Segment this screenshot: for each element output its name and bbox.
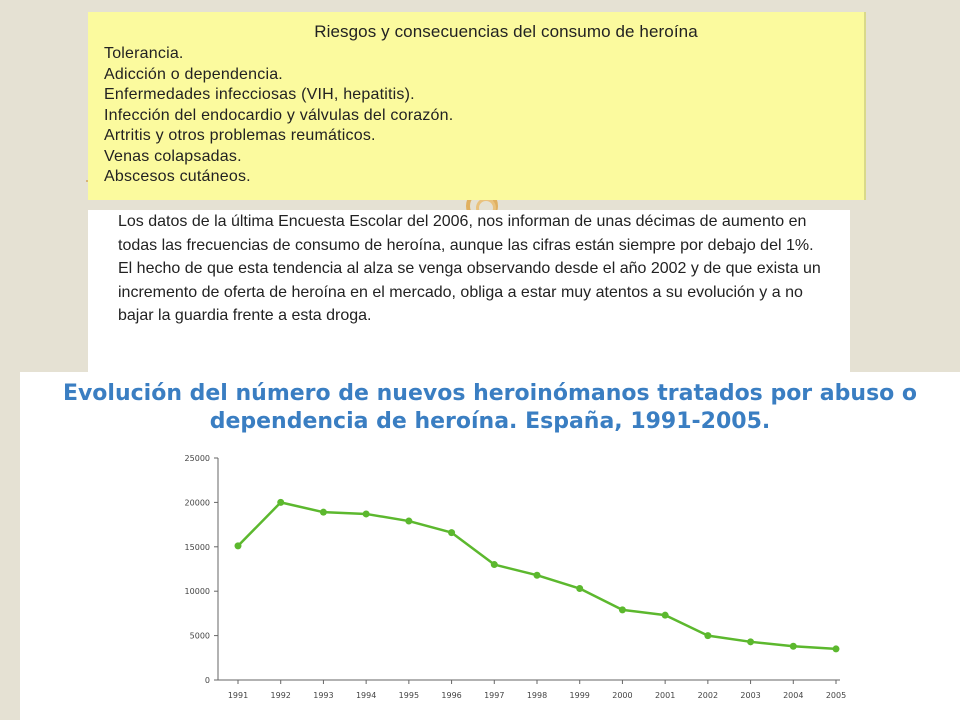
risks-box <box>88 12 866 200</box>
data-point <box>235 542 242 549</box>
data-point <box>363 510 370 517</box>
data-point <box>747 638 754 645</box>
y-tick-label: 25000 <box>184 454 210 463</box>
y-tick-label: 5000 <box>189 631 210 641</box>
data-point <box>534 572 541 579</box>
data-point <box>405 518 412 525</box>
x-tick-label: 2001 <box>654 691 676 700</box>
risk-item: Artritis y otros problemas reumáticos. <box>104 127 376 144</box>
data-point <box>448 529 455 536</box>
data-point <box>833 645 840 652</box>
risk-item: Tolerancia. <box>104 45 184 62</box>
x-tick-label: 1998 <box>526 691 548 700</box>
y-tick-label: 20000 <box>184 498 210 508</box>
data-point <box>790 643 797 650</box>
x-tick-label: 2002 <box>697 691 719 700</box>
x-tick-label: 2003 <box>740 691 761 700</box>
x-tick-label: 1995 <box>398 691 420 700</box>
risk-item: Abscesos cutáneos. <box>104 168 251 185</box>
risk-item: Venas colapsadas. <box>104 147 242 165</box>
chart-panel <box>20 372 960 720</box>
data-point <box>277 499 284 506</box>
data-point <box>320 509 327 516</box>
data-point <box>491 561 498 568</box>
x-tick-label: 1991 <box>227 691 249 700</box>
y-tick-label: 0 <box>204 676 210 685</box>
x-tick-label: 2000 <box>612 691 633 700</box>
data-point <box>662 612 669 619</box>
data-point <box>576 585 583 592</box>
y-tick-label: 10000 <box>184 587 210 597</box>
data-point <box>619 606 626 613</box>
x-tick-label: 1992 <box>270 691 291 700</box>
x-tick-label: 1993 <box>313 691 334 700</box>
survey-paragraph: Los datos de la última Encuesta Escolar del 2006, nos informan de unas décimas de aumento en todas las frecuencias de consumo de heroína, aunque las cifras están siempre por debajo del 1%. El hecho de que esta tendencia al alza se venga observando desde el año 2002 y de que exista un incremento de oferta de heroína en el mercado, obliga a estar muy atentos a su evolución y a no bajar la guardia frente a esta droga. <box>118 213 821 324</box>
x-tick-label: 1996 <box>441 691 462 700</box>
risks-title: Riesgos y consecuencias del consumo de heroína <box>314 22 698 41</box>
risk-item: Infección del endocardio y válvulas del corazón. <box>104 106 454 124</box>
risks-list <box>104 44 848 188</box>
x-tick-label: 1997 <box>484 691 505 700</box>
x-tick-label: 2004 <box>783 691 804 700</box>
data-point <box>704 632 711 639</box>
x-tick-label: 1994 <box>355 691 377 700</box>
survey-text-box <box>88 210 850 376</box>
risk-item: Enfermedades infecciosas (VIH, hepatitis). <box>104 86 415 103</box>
chart-title: Evolución del número de nuevos heroinómanos tratados por abuso o dependencia de heroína. España, 1991-2005. <box>62 381 918 434</box>
risk-item: Adicción o dependencia. <box>104 65 283 83</box>
x-tick-label: 2005 <box>825 691 847 700</box>
y-tick-label: 15000 <box>184 542 210 552</box>
x-tick-label: 1999 <box>569 691 590 700</box>
